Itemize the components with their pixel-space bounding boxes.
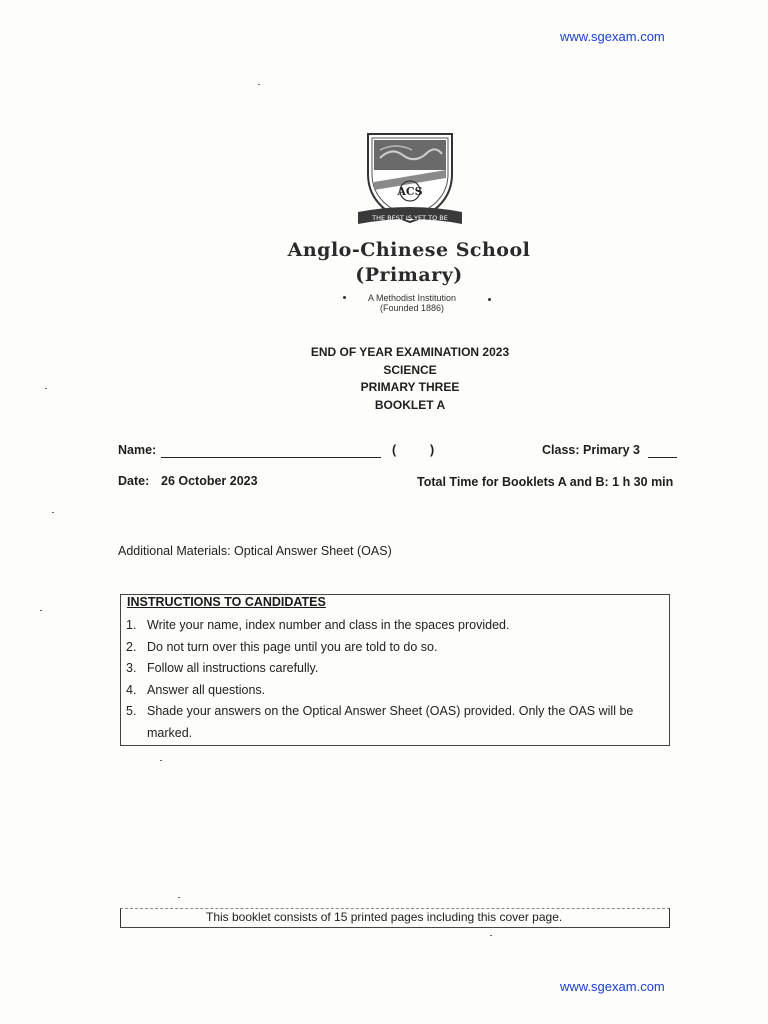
exam-subject: SCIENCE <box>383 362 437 377</box>
scan-speck <box>40 610 42 611</box>
instruction-text: Answer all questions. <box>147 682 266 697</box>
instruction-item <box>126 658 656 680</box>
school-name-line1: Anglo-Chinese School <box>287 239 531 261</box>
scan-speck <box>490 935 492 936</box>
school-name-line2: (Primary) <box>355 264 463 286</box>
instruction-number: 1. <box>126 618 137 632</box>
instruction-number: 3. <box>126 661 137 675</box>
exam-level: PRIMARY THREE <box>360 380 460 394</box>
website-link-top[interactable]: www.sgexam.com <box>560 29 665 44</box>
instruction-text: Do not turn over this page until you are told to do so. <box>147 639 438 654</box>
website-link-bottom[interactable]: www.sgexam.com <box>560 979 665 994</box>
index-close-paren: ) <box>430 443 435 457</box>
class-field[interactable] <box>648 444 677 458</box>
instruction-item <box>126 615 656 637</box>
instructions-heading: INSTRUCTIONS TO CANDIDATES <box>127 595 326 609</box>
scan-speck <box>178 897 180 898</box>
bullet-dot-right <box>488 298 491 301</box>
date-value: 26 October 2023 <box>161 474 258 488</box>
class-label: Class: Primary 3 <box>542 443 640 457</box>
scan-speck <box>160 760 162 761</box>
instruction-item <box>126 680 656 702</box>
additional-materials: Additional Materials: Optical Answer Sheet (OAS) <box>118 544 392 558</box>
instruction-text: Write your name, index number and class in the spaces provided. <box>147 618 510 632</box>
instructions-box <box>120 594 670 746</box>
instruction-number: 2. <box>126 639 137 654</box>
founded-text: (Founded 1886) <box>379 303 445 313</box>
exam-booklet: BOOKLET A <box>374 397 446 412</box>
instruction-text: Follow all instructions carefully. <box>147 661 319 675</box>
school-crest-icon <box>352 128 468 232</box>
page-count-note-box <box>120 908 670 928</box>
svg-text:THE BEST IS YET TO BE: THE BEST IS YET TO BE <box>372 214 448 222</box>
instruction-number: 4. <box>126 682 137 697</box>
index-open-paren: ( <box>392 443 397 457</box>
instructions-list <box>126 615 656 744</box>
index-number-field[interactable] <box>400 443 426 457</box>
total-time-text: Total Time for Booklets A and B: 1 h 30 min <box>417 475 674 489</box>
svg-text:ACS: ACS <box>397 185 423 198</box>
exam-title: END OF YEAR EXAMINATION 2023 <box>310 345 510 359</box>
scan-speck <box>52 512 54 513</box>
instruction-text: Shade your answers on the Optical Answer Sheet (OAS) provided. Only the OAS will be marked. <box>147 704 634 740</box>
name-label: Name: <box>118 443 157 457</box>
name-field[interactable] <box>161 444 381 458</box>
page-count-note: This booklet consists of 15 printed pages including this cover page. <box>206 910 563 924</box>
instruction-number: 5. <box>126 704 137 718</box>
scan-speck <box>258 84 260 85</box>
instruction-item <box>126 637 656 659</box>
bullet-dot-left <box>343 296 346 299</box>
instruction-item <box>126 701 656 744</box>
date-label: Date: <box>118 474 150 488</box>
institution-text: A Methodist Institution <box>367 293 457 303</box>
school-crest <box>352 128 468 232</box>
exam-title-block <box>260 344 560 414</box>
scan-speck <box>45 388 47 389</box>
